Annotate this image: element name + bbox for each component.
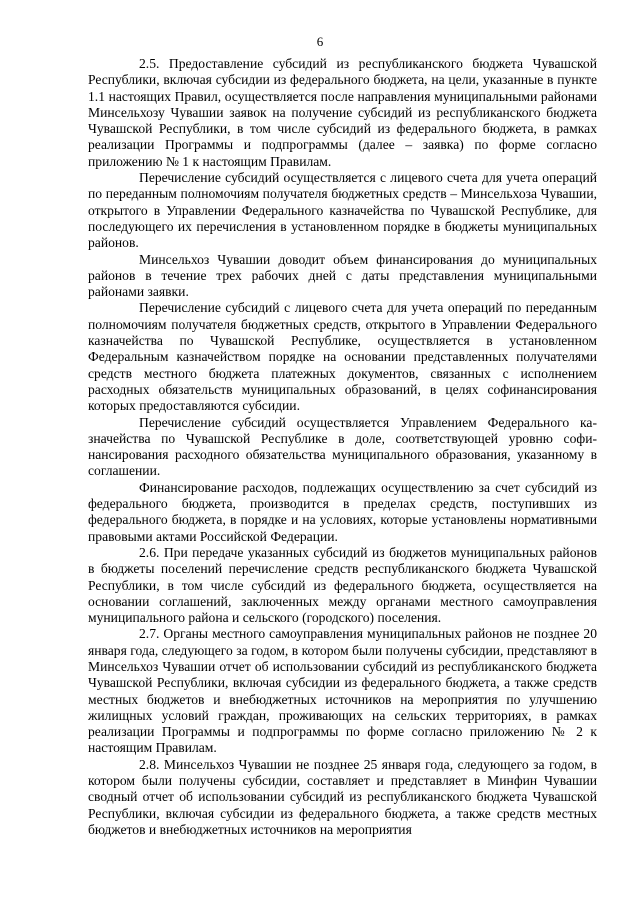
paragraph-transfer-from-account: Перечисление субсидий осуществляется с лицевого счета для учета операций по переданным полномочиям получателя бюджетных средств – Минсельхоза Чувашии, открытого в Управлении Федерального казначейства по Чувашской Республике, для последующего их перечисления в установленном порядке в бюджеты муниципальных районов. [88, 170, 597, 251]
page-number: 6 [316, 34, 324, 49]
paragraph-federal-financing: Финансирование расходов, подлежащих осуществлению за счет субсидий из федерального бюджета, производится в пределах средств, поступивших из федерального бюджета, в порядке и на условиях, которые установлены нормативными правовыми актами Российской Федерации. [88, 479, 597, 544]
document-body [88, 56, 597, 838]
paragraph-funding-volume: Минсельхоз Чувашии доводит объем финансирования до муниципальных районов в течение трех рабочих дней с даты представления муниципальными районами заявки. [88, 251, 597, 300]
paragraph-2-5: 2.5. Предоставление субсидий из республиканского бюджета Чувашской Республики, включая субсидии из федерального бюджета, на цели, указанные в пункте 1.1 настоящих Правил, осуществляется после направления муниципальными районами Минсельхозу Чувашии заявок на получение субсидий из республиканского бюджета Чувашской Республики, в том числе субсидий из федерального бюджета, в рамках реализации Программы и подпрограммы (далее – заявка) по форме согласно приложению № 1 к настоящим Правилам. [88, 56, 597, 169]
paragraph-2-7: 2.7. Органы местного самоуправления муниципальных районов не позднее 20 января года, следующего за годом, в котором были получены субсидии, представляют в Минсельхоз Чувашии отчет об использовании субсидий из республиканского бюджета Чувашской Республики, включая субсидии из федерального бюджета, а также средств местных бюджетов и внебюджетных источников на мероприятия по улучшению жилищных условий граждан, проживающих на сельских территориях, в рамках реализации Программы и подпрограммы по форме согласно приложению № 2 к настоящим Правилам. [88, 626, 597, 756]
paragraph-treasury-share: Перечисление субсидий осуществляется Управлением Федерального казначейства по Чувашской Республике в доле, соответствующей уровню софинансирования расходного обязательства муниципального образования, указанному в соглашении. [88, 414, 597, 479]
paragraph-2-6: 2.6. При передаче указанных субсидий из бюджетов муниципальных районов в бюджеты поселений перечисление средств республиканского бюджета Чувашской Республики, в том числе субсидий из федерального бюджета, осуществляется на основании соглашений, заключенных между органами местного самоуправления муниципального района и сельского (городского) поселения. [88, 544, 597, 626]
paragraph-2-8: 2.8. Минсельхоз Чувашии не позднее 25 января года, следующего за годом, в котором были получены субсидии, составляет и представляет в Минфин Чувашии сводный отчет об использовании субсидий из республиканского бюджета Чувашской Республики, включая субсидии из федерального бюджета, а также средств местных бюджетов и внебюджетных источников на мероприятия [88, 756, 597, 837]
paragraph-transfer-procedure: Перечисление субсидий с лицевого счета для учета операций по переданным полномочиям получателя бюджетных средств, открытого в Управлении Федерального казначейства по Чувашской Республике, осуществляется в установленном Федеральным казначейством порядке на основании представленных получателями средств местного бюджета платежных документов, связанных с исполнением расходных обязательств муниципальных образований, в целях софинансирования которых предоставляются субсидии. [88, 300, 597, 414]
